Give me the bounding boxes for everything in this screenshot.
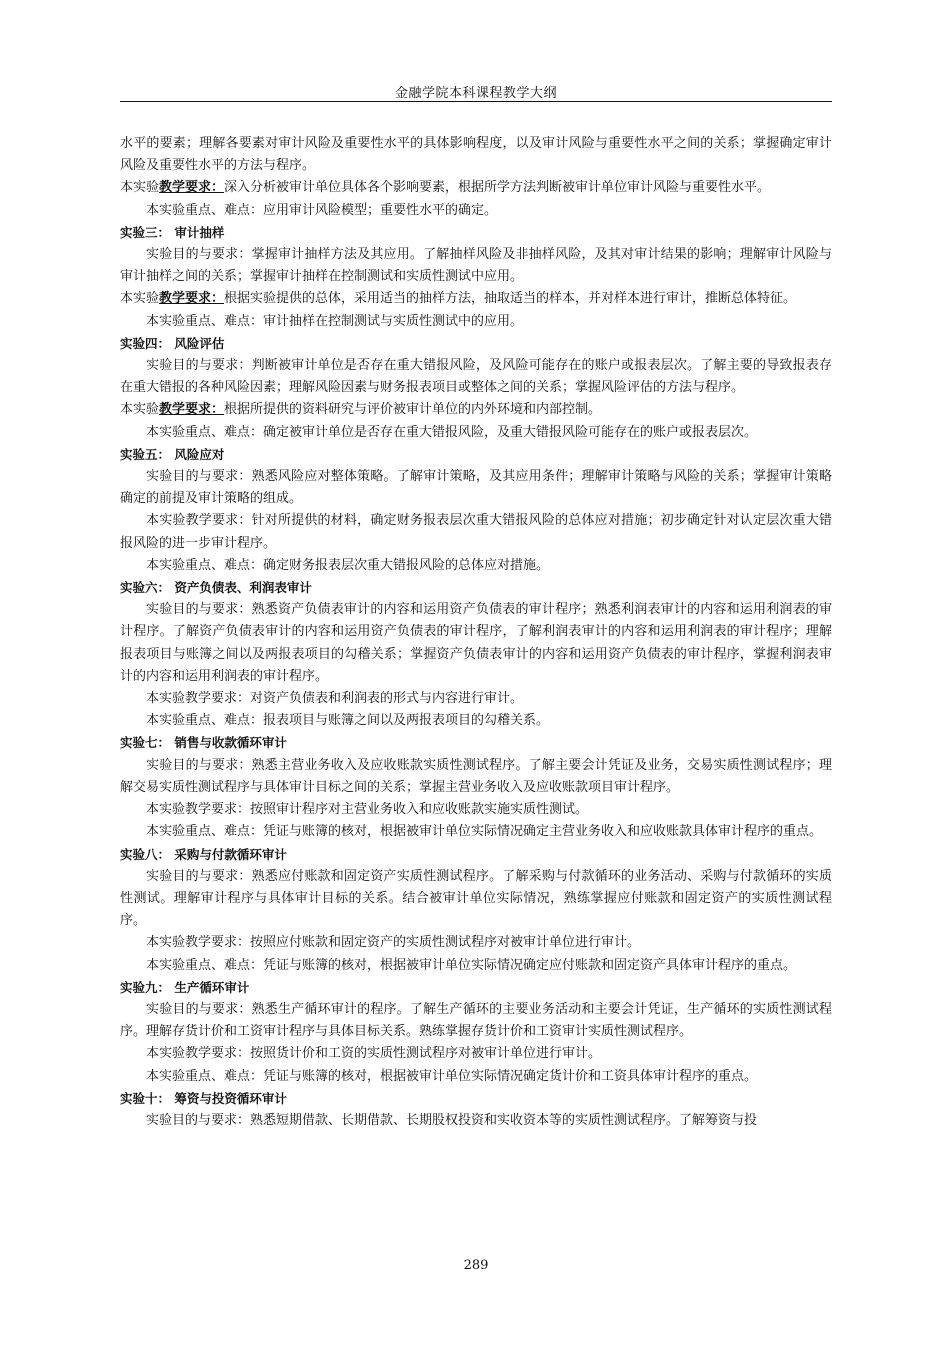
section-heading: 实验四： 风险评估 <box>120 335 225 351</box>
body-paragraph: 本实验重点、难点：确定财务报表层次重大错报风险的总体应对措施。 <box>146 557 550 573</box>
requirement-text: 根据实验提供的总体，采用适当的抽样方法，抽取适当的样本，并对样本进行审计，推断总体特征。 <box>224 291 797 307</box>
section-heading: 实验五： 风险应对 <box>120 446 225 462</box>
body-paragraph: 本实验重点、难点：凭证与账簿的核对，根据被审计单位实际情况确定应付账款和固定资产具体审计程序的重点。 <box>146 957 797 973</box>
body-paragraph: 实验目的与要求：掌握审计抽样方法及其应用。了解抽样风险及非抽样风险，及其对审计结果的影响；理解审计风险与审计抽样之间的关系；掌握审计抽样在控制测试和实质性测试中应用。 <box>120 247 832 285</box>
section-heading: 实验七： 销售与收款循环审计 <box>120 735 287 751</box>
body-paragraph: 本实验重点、难点：凭证与账簿的核对，根据被审计单位实际情况确定主营业务收入和应收账款具体审计程序的重点。 <box>146 824 823 840</box>
teaching-requirement-paragraph <box>120 399 832 421</box>
body-paragraph: 本实验教学要求：针对所提供的材料，确定财务报表层次重大错报风险的总体应对措施；初步确定针对认定层次重大错报风险的进一步审计程序。 <box>120 513 832 551</box>
section-heading: 实验十： 筹资与投资循环审计 <box>120 1090 287 1106</box>
body-paragraph: 实验目的与要求：熟悉资产负债表审计的内容和运用资产负债表的审计程序；熟悉利润表审计的内容和运用利润表的审计程序。了解资产负债表审计的内容和运用资产负债表的审计程序，了解利润表审计的内容和运用利润表的审计程序；理解报表项目与账簿之间以及两报表项目的勾稽关系；掌握资产负债表审计的内容和运用资产负债表的审计程序，掌握利润表审计的内容和运用利润表的审计程序。 <box>120 602 832 684</box>
body-paragraph: 水平的要素；理解各要素对审计风险及重要性水平的具体影响程度，以及审计风险与重要性水平之间的关系；掌握确定审计风险及重要性水平的方法与程序。 <box>120 136 832 174</box>
requirement-label: 教学要求： <box>159 180 225 196</box>
page-body <box>120 133 832 1132</box>
requirement-prefix: 本实验 <box>120 180 160 196</box>
requirement-label: 教学要求： <box>159 291 225 307</box>
requirement-label: 教学要求： <box>159 402 225 418</box>
requirement-text: 深入分析被审计单位具体各个影响要素，根据所学方法判断被审计单位审计风险与重要性水平。 <box>224 180 771 196</box>
body-paragraph: 本实验重点、难点：凭证与账簿的核对，根据被审计单位实际情况确定货计价和工资具体审计程序的重点。 <box>146 1068 758 1084</box>
body-paragraph: 本实验重点、难点：确定被审计单位是否存在重大错报风险，及重大错报风险可能存在的账户或报表层次。 <box>146 424 758 440</box>
page-number: 289 <box>463 1258 489 1273</box>
running-header: 金融学院本科课程教学大纲 <box>394 86 557 101</box>
teaching-requirement-paragraph <box>120 177 832 199</box>
requirement-prefix: 本实验 <box>120 291 160 307</box>
body-paragraph: 本实验重点、难点：应用审计风险模型；重要性水平的确定。 <box>146 202 498 218</box>
body-paragraph: 实验目的与要求：熟悉短期借款、长期借款、长期股权投资和实收资本等的实质性测试程序。了解筹资与投 <box>146 1112 758 1128</box>
section-heading: 实验三： 审计抽样 <box>120 224 225 240</box>
body-paragraph: 实验目的与要求：熟悉风险应对整体策略。了解审计策略，及其应用条件；理解审计策略与风险的关系；掌握审计策略确定的前提及审计策略的组成。 <box>120 469 832 507</box>
body-paragraph: 实验目的与要求：判断被审计单位是否存在重大错报风险，及风险可能存在的账户或报表层次。了解主要的导致报表存在重大错报的各种风险因素；理解风险因素与财务报表项目或整体之间的关系；掌握风险评估的方法与程序。 <box>120 358 832 396</box>
section-heading: 实验六： 资产负债表、利润表审计 <box>120 580 312 596</box>
body-paragraph: 实验目的与要求：熟悉应付账款和固定资产实质性测试程序。了解采购与付款循环的业务活动、采购与付款循环的实质性测试。理解审计程序与具体审计目标的关系。结合被审计单位实际情况，熟练掌握应付账款和固定资产的实质性测试程序。 <box>120 868 832 929</box>
body-paragraph: 本实验教学要求：按照货计价和工资的实质性测试程序对被审计单位进行审计。 <box>146 1046 602 1062</box>
body-paragraph: 本实验重点、难点：报表项目与账簿之间以及两报表项目的勾稽关系。 <box>146 713 550 729</box>
body-paragraph: 实验目的与要求：熟悉主营业务收入及应收账款实质性测试程序。了解主要会计凭证及业务，交易实质性测试程序；理解交易实质性测试程序与具体审计目标之间的关系；掌握主营业务收入及应收账款项目审计程序。 <box>120 757 832 795</box>
body-paragraph: 本实验教学要求：按照应付账款和固定资产的实质性测试程序对被审计单位进行审计。 <box>146 935 641 951</box>
section-heading: 实验八： 采购与付款循环审计 <box>120 846 287 862</box>
teaching-requirement-paragraph <box>120 288 832 310</box>
body-paragraph: 本实验教学要求：按照审计程序对主营业务收入和应收账款实施实质性测试。 <box>146 802 589 818</box>
header-rule <box>120 101 832 102</box>
requirement-text: 根据所提供的资料研究与评价被审计单位的内外环境和内部控制。 <box>224 402 602 418</box>
section-heading: 实验九： 生产循环审计 <box>120 979 250 995</box>
body-paragraph: 本实验重点、难点：审计抽样在控制测试与实质性测试中的应用。 <box>146 313 524 329</box>
body-paragraph: 实验目的与要求：熟悉生产循环审计的程序。了解生产循环的主要业务活动和主要会计凭证，生产循环的实质性测试程序。理解存货计价和工资审计程序与具体目标关系。熟练掌握存货计价和工资审计实质性测试程序。 <box>120 1001 832 1040</box>
body-paragraph: 本实验教学要求：对资产负债表和利润表的形式与内容进行审计。 <box>146 691 524 707</box>
requirement-prefix: 本实验 <box>120 402 160 418</box>
